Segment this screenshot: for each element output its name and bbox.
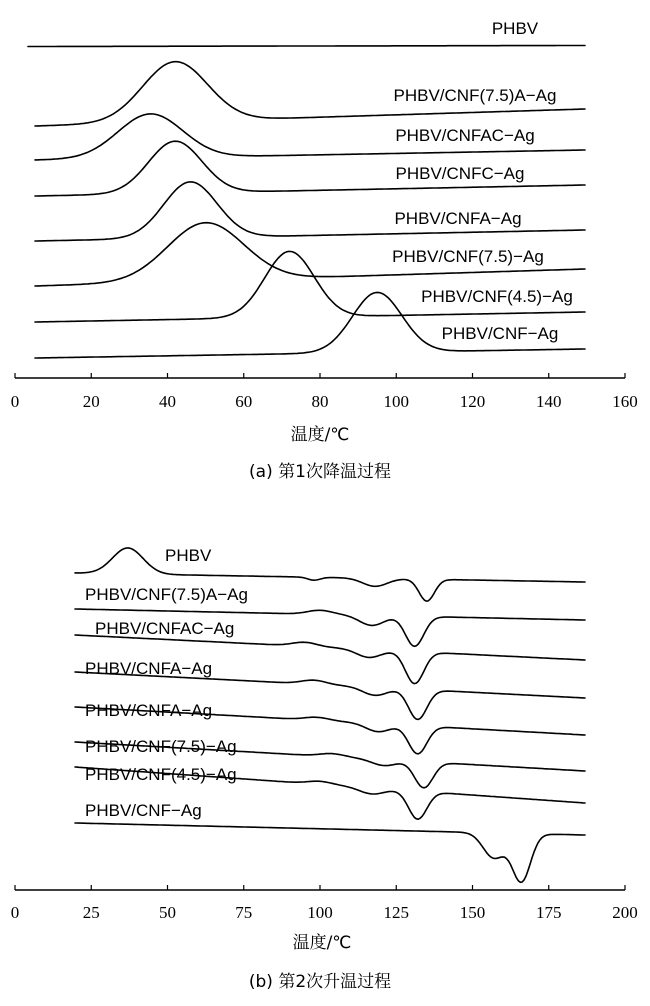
series-label: PHBV/CNFA−Ag — [85, 659, 213, 678]
panel-a-x-ticks — [11, 373, 638, 411]
panel-a-caption: (a) 第1次降温过程 — [249, 462, 391, 482]
series-label: PHBV — [491, 19, 539, 38]
series-label: PHBV/CNF(7.5)A−Ag — [85, 585, 248, 604]
x-tick-label: 175 — [536, 903, 562, 922]
x-tick-label: 25 — [82, 903, 100, 922]
x-tick-label: 100 — [383, 392, 409, 411]
series-label: PHBV/CNF−Ag — [441, 324, 559, 343]
x-tick-label: 100 — [307, 903, 333, 922]
x-tick-label: 150 — [459, 903, 486, 922]
panel-a-x-axis-label: 温度/℃ — [290, 425, 350, 445]
series-label: PHBV/CNF−Ag — [85, 801, 202, 820]
x-tick-label: 75 — [235, 903, 253, 922]
series-label: PHBV — [165, 546, 212, 565]
x-tick-label: 140 — [536, 392, 562, 411]
series-label: PHBV/CNF(4.5)−Ag — [421, 287, 573, 306]
series-curve — [28, 46, 585, 47]
panel-a-series-labels — [392, 19, 573, 343]
series-label: PHBV/CNFAC−Ag — [395, 126, 535, 145]
x-tick-label: 20 — [82, 392, 100, 411]
series-label: PHBV/CNF(4.5)−Ag — [85, 765, 237, 784]
x-tick-label: 80 — [311, 392, 329, 411]
x-tick-label: 120 — [459, 392, 486, 411]
panel-a-cooling — [11, 19, 638, 482]
series-label: PHBV/CNFC−Ag — [395, 164, 525, 183]
x-tick-label: 60 — [235, 392, 253, 411]
series-label: PHBV/CNF(7.5)A−Ag — [393, 86, 557, 105]
panel-b-caption: (b) 第2次升温过程 — [248, 972, 392, 992]
series-label: PHBV/CNFA−Ag — [394, 209, 522, 228]
x-tick-label: 200 — [612, 903, 638, 922]
series-label: PHBV/CNF(7.5)−Ag — [85, 737, 237, 756]
x-tick-label: 160 — [612, 392, 638, 411]
panel-b-heating — [11, 546, 638, 992]
series-label: PHBV/CNFA−Ag — [85, 701, 213, 720]
series-label: PHBV/CNF(7.5)−Ag — [392, 247, 544, 266]
x-tick-label: 125 — [383, 903, 409, 922]
panel-b-x-axis-label: 温度/℃ — [292, 933, 352, 953]
x-tick-label: 50 — [159, 903, 176, 922]
series-curve — [75, 823, 585, 882]
series-label: PHBV/CNFAC−Ag — [95, 619, 235, 638]
x-tick-label: 0 — [10, 392, 20, 411]
x-tick-label: 0 — [10, 903, 20, 922]
panel-b-series-labels — [85, 546, 248, 820]
x-tick-label: 40 — [159, 392, 176, 411]
